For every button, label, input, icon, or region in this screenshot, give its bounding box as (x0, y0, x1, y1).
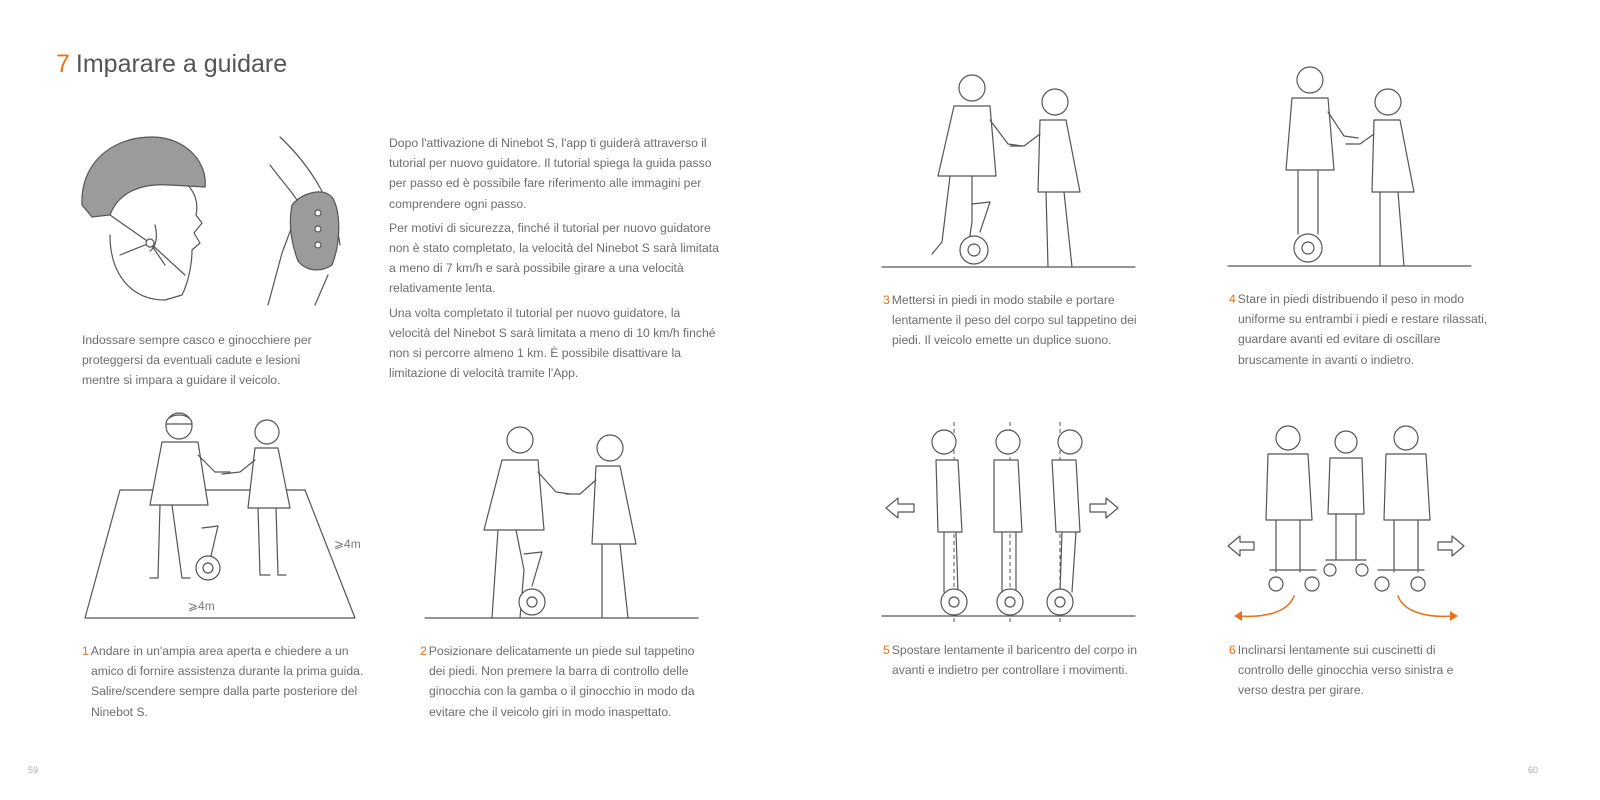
step-2-illustration (420, 420, 705, 620)
rider-turn-left (1266, 426, 1319, 591)
page-title (56, 50, 287, 79)
intro-paragraph: Una volta completato il tutorial per nuovo guidatore, la velocità del Ninebot S sarà limitata a meno di 10 km/h finché non si percorre almeno 1 km. È possibile disattivare la limitazione di velocità tramite l'App. (389, 305, 716, 381)
arrow-right-icon (1090, 498, 1118, 518)
rider-figure (150, 413, 230, 578)
step-text: Mettersi in piedi in modo stabile e portare lentamente il peso del corpo sul tappetino dei piedi. Il veicolo emette un duplice suono. (891, 293, 1137, 348)
step-number: 1 (82, 644, 89, 658)
scooter-icon (196, 526, 220, 580)
area-side-label: ⩾4m (334, 537, 361, 551)
page-number-left: 59 (28, 765, 39, 775)
step-3-illustration (880, 72, 1140, 272)
rider-lean-back (932, 422, 967, 625)
helmet-kneepad-illustration (70, 125, 360, 315)
step-text: Stare in piedi distribuendo il peso in modo uniforme su entrambi i piedi e restare rilassati, guardare avanti ed evitare di oscillare bruscamente in avanti o indietro. (1237, 292, 1488, 367)
scooter-icon (960, 202, 990, 264)
arrow-left-icon (1228, 536, 1254, 556)
safety-note: Indossare sempre casco e ginocchiere per proteggersi da eventuali cadute e lesioni mentre si impara a guidare il veicolo. (82, 333, 312, 388)
helmet-head-icon (82, 137, 205, 300)
step-4-caption (1229, 289, 1488, 370)
section-title: Imparare a guidare (75, 50, 288, 78)
step-text: Spostare lentamente il baricentro del corpo in avanti e indietro per controllare i movimenti. (891, 643, 1138, 678)
rider-turn-right (1375, 426, 1430, 591)
turn-left-curve-icon (1234, 596, 1294, 621)
arrow-left-icon (886, 498, 914, 518)
step-6-caption (1229, 640, 1478, 701)
rider-center (1324, 431, 1368, 576)
step-text: Inclinarsi lentamente sui cuscinetti di controllo delle ginocchia verso sinistra e verso destra per girare. (1237, 643, 1454, 698)
step-number: 5 (883, 643, 890, 657)
page-number-right: 60 (1528, 765, 1539, 775)
intro-paragraph: Per motivi di sicurezza, finché il tutorial per nuovo guidatore non è stato completato, la velocità del Ninebot S sarà limitata a meno di 7 km/h e sarà possibile girare a una velocità relativamente lenta. (389, 220, 719, 296)
arrow-right-icon (1438, 536, 1464, 556)
step-1-caption (82, 641, 369, 722)
knee-pad-icon (268, 137, 340, 305)
intro-text (389, 133, 721, 387)
step-6-illustration (1226, 420, 1476, 630)
step-5-caption (883, 640, 1142, 680)
open-area-outline (85, 490, 355, 618)
step-text: Andare in un'ampia area aperta e chiedere a un amico di fornire assistenza durante la prima guida. Salire/scendere sempre dalla parte posteriore del Ninebot S. (90, 644, 364, 719)
rider-upright (994, 422, 1023, 625)
step-text: Posizionare delicatamente un piede sul tappetino dei piedi. Non premere la barra di controllo delle ginocchia con la gamba o il ginocchio in modo da evitare che il veicolo giri in modo inaspettato. (428, 644, 695, 719)
step-4-illustration (1226, 66, 1476, 271)
helper-figure (222, 420, 290, 575)
step-5-illustration (880, 420, 1140, 630)
step-number: 2 (420, 644, 427, 658)
scooter-icon (1294, 234, 1322, 262)
intro-paragraph: Dopo l'attivazione di Ninebot S, l'app ti guiderà attraverso il tutorial per nuovo guidatore. Il tutorial spiega la guida passo per passo ed è possibile fare riferimento alle immagini per comprendere ogni passo. (389, 136, 712, 211)
step-1-illustration (80, 410, 380, 625)
step-3-caption (883, 290, 1157, 351)
turn-right-curve-icon (1398, 596, 1458, 621)
step-2-caption (420, 641, 699, 722)
step-number: 4 (1229, 292, 1236, 306)
step-number: 6 (1229, 643, 1236, 657)
rider-lean-forward (1047, 422, 1082, 625)
section-number: 7 (56, 50, 70, 78)
area-front-label: ⩾4m (188, 599, 215, 613)
step-number: 3 (883, 293, 890, 307)
